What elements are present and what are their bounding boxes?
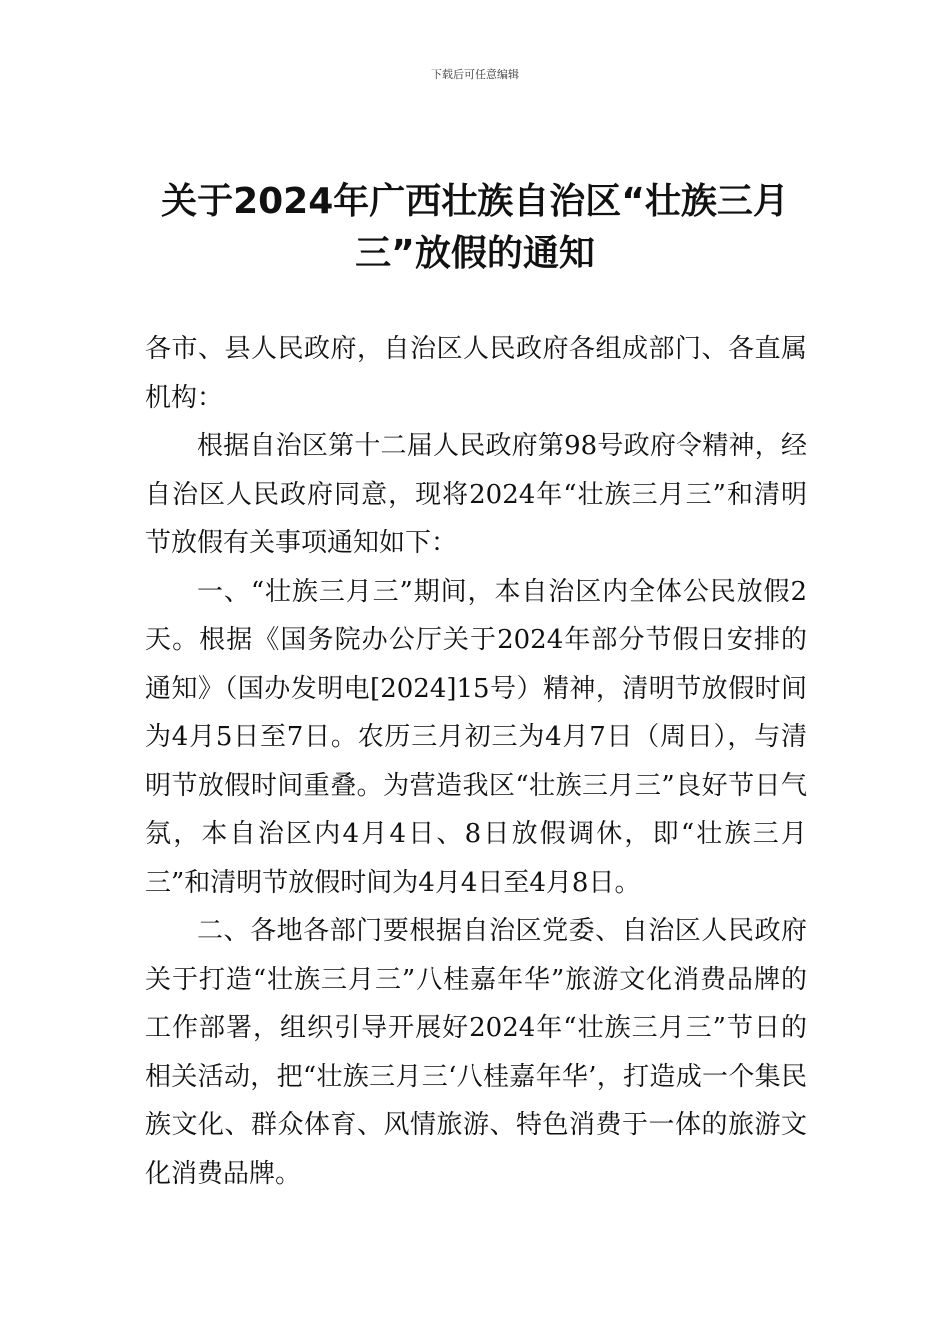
- salutation: 各市、县人民政府，自治区人民政府各组成部门、各直属机构：: [145, 334, 807, 413]
- paragraph-intro: 根据自治区第十二届人民政府第98号政府令精神，经自治区人民政府同意，现将2024年“壮族三月三”和清明节放假有关事项通知如下：: [145, 431, 807, 558]
- paragraph-item-2: 二、各地各部门要根据自治区党委、自治区人民政府关于打造“壮族三月三”八桂嘉年华”旅游文化消费品牌的工作部署，组织引导开展好2024年“壮族三月三”节日的相关活动，把“壮族三月三‘八桂嘉年华’，打造成一个集民族文化、群众体育、风情旅游、特色消费于一体的旅游文化消费品牌。: [145, 916, 807, 1189]
- header-note: 下载后可任意编辑: [431, 68, 519, 81]
- document-title-line-1: 关于2024年广西壮族自治区“壮族三月: [161, 181, 789, 222]
- paragraph-item-1: 一、“壮族三月三”期间，本自治区内全体公民放假2天。根据《国务院办公厅关于2024年部分节假日安排的通知》（国办发明电[2024]15号）精神，清明节放假时间为4月5日至7日。农历三月初三为4月7日（周日），与清明节放假时间重叠。为营造我区“壮族三月三”良好节日气氛，本自治区内4月4日、8日放假调休，即“壮族三月三”和清明节放假时间为4月4日至4月8日。: [145, 576, 807, 898]
- document-body: [145, 325, 807, 1198]
- document-title-line-2: 三”放假的通知: [355, 233, 595, 274]
- document-title: [150, 176, 800, 280]
